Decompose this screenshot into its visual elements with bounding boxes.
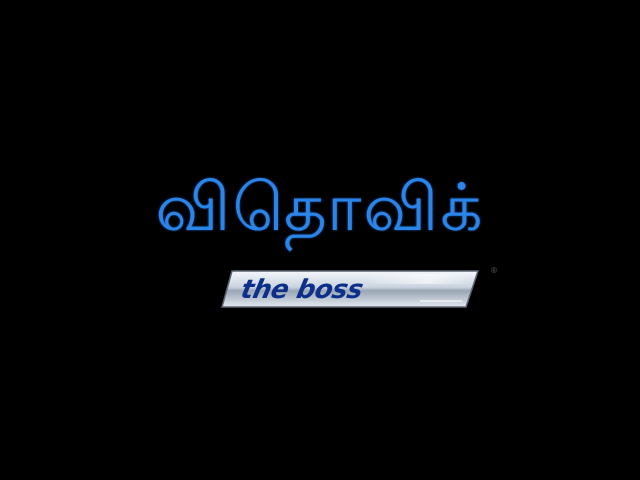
badge-highlight <box>366 274 470 284</box>
the-boss-logo-badge <box>220 268 482 310</box>
badge-shape <box>220 268 482 310</box>
trademark-mark: ® <box>490 266 498 275</box>
tamil-title: விதொவிக் <box>155 169 485 246</box>
subtitle-text: the boss <box>238 275 366 305</box>
